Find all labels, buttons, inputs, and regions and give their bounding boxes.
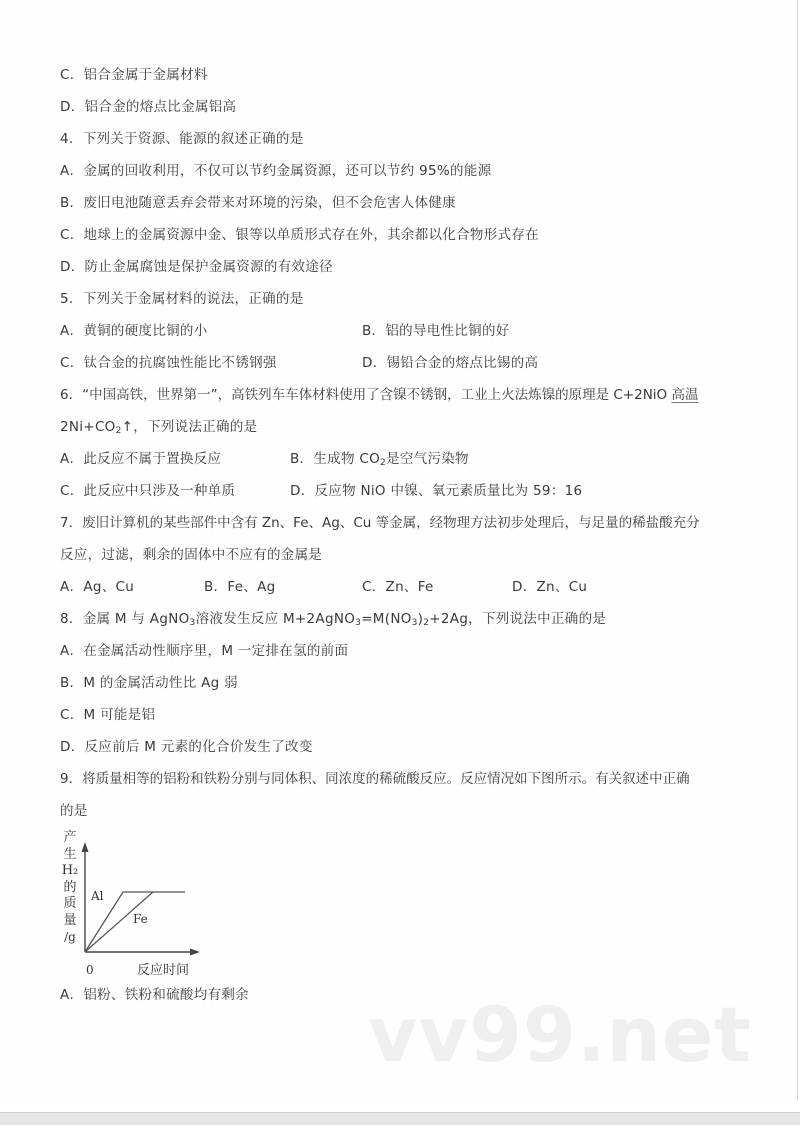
q6-stem-line2 bbox=[60, 418, 257, 436]
q4-stem: 4．下列关于资源、能源的叙述正确的是 bbox=[60, 131, 304, 147]
q4-option-d: D．防止金属腐蚀是保护金属资源的有效途径 bbox=[60, 259, 333, 275]
q8-stem-part: 8．金属 M 与 AgNO bbox=[60, 611, 190, 627]
y-label-char: 量 bbox=[63, 912, 77, 928]
q6-option-d: D．反应物 NiO 中镍、氧元素质量比为 59：16 bbox=[290, 483, 583, 499]
q7-option-b: B．Fe、Ag bbox=[204, 579, 276, 595]
q5-option-d: D．锡铅合金的熔点比锡的高 bbox=[362, 355, 539, 371]
q8-subscript: 3 bbox=[411, 618, 418, 628]
q6-reaction-condition: 高温 bbox=[671, 387, 699, 403]
q8-option-c: C．M 可能是铝 bbox=[60, 707, 156, 723]
h2-mass-vs-time-chart bbox=[55, 828, 215, 978]
q9-stem-line2: 的是 bbox=[60, 803, 88, 819]
q9-stem-line1: 9．将质量相等的铝粉和铁粉分别与同体积、同浓度的稀硫酸反应。反应情况如下图所示。有关叙述中正确 bbox=[60, 771, 690, 787]
q7-option-a: A．Ag、Cu bbox=[60, 579, 135, 595]
site-watermark: vv99.net bbox=[368, 990, 752, 1079]
q6-stem-suffix: ↑，下列说法正确的是 bbox=[121, 419, 258, 435]
q8-stem-part: +2Ag，下列说法中正确的是 bbox=[429, 611, 607, 627]
q8-stem bbox=[60, 610, 606, 628]
page-separator bbox=[0, 1112, 800, 1126]
series-fe-label: Fe bbox=[133, 912, 148, 926]
q8-option-b: B．M 的金属活动性比 Ag 弱 bbox=[60, 675, 238, 691]
q7-stem-line2: 反应，过滤，剩余的固体中不应有的金属是 bbox=[60, 547, 323, 563]
q6-option-b-text: B．生成物 CO bbox=[290, 451, 381, 467]
q4-option-b: B．废旧电池随意丢弃会带来对环境的污染，但不会危害人体健康 bbox=[60, 195, 456, 211]
y-label-char: 生 bbox=[63, 846, 77, 862]
q5-stem: 5．下列关于金属材料的说法，正确的是 bbox=[60, 291, 304, 307]
q8-stem-part: =M(NO bbox=[361, 611, 412, 627]
chart-plot-area bbox=[55, 828, 215, 978]
y-axis-arrow-icon bbox=[82, 842, 89, 852]
q6-option-b bbox=[290, 450, 469, 468]
q6-formula: 2Ni+CO bbox=[60, 419, 116, 435]
q8-stem-part: ) bbox=[417, 611, 424, 627]
y-label-char: 的 bbox=[63, 879, 77, 895]
q4-option-c: C．地球上的金属资源中金、银等以单质形式存在外，其余都以化合物形式存在 bbox=[60, 227, 539, 243]
q8-stem-part: 溶液发生反应 M+2AgNO bbox=[195, 611, 356, 627]
q6-option-b-suffix: 是空气污染物 bbox=[386, 451, 469, 467]
y-label-char: H₂ bbox=[61, 863, 79, 878]
q8-subscript: 3 bbox=[189, 618, 196, 628]
q7-option-c: C．Zn、Fe bbox=[362, 579, 434, 595]
q8-subscript: 3 bbox=[355, 618, 362, 628]
q7-stem-line1: 7．废旧计算机的某些部件中含有 Zn、Fe、Ag、Cu 等金属，经物理方法初步处理后，与足量的稀盐酸充分 bbox=[60, 515, 700, 531]
q5-option-a: A．黄铜的硬度比铜的小 bbox=[60, 323, 208, 339]
x-axis-arrow-icon bbox=[190, 949, 200, 956]
q4-option-a: A．金属的回收利用，不仅可以节约金属资源，还可以节约 95%的能源 bbox=[60, 163, 492, 179]
q7-option-d: D．Zn、Cu bbox=[512, 579, 588, 595]
q8-option-d: D．反应前后 M 元素的化合价发生了改变 bbox=[60, 739, 313, 755]
q6-stem-line1 bbox=[60, 386, 698, 404]
y-label-char: /g bbox=[64, 930, 76, 944]
series-al-label: Al bbox=[91, 889, 104, 903]
y-label-char: 产 bbox=[63, 830, 77, 845]
q3-option-d: D．铝合金的熔点比金属铝高 bbox=[60, 99, 237, 115]
q3-option-c: C．铝合金属于金属材料 bbox=[60, 67, 208, 83]
q5-option-b: B．铝的导电性比铜的好 bbox=[362, 323, 510, 339]
origin-label: 0 bbox=[86, 963, 94, 977]
q6-stem-text: 6．“中国高铁，世界第一”，高铁列车车体材料使用了含镍不锈钢，工业上火法炼镍的原理是 C+2NiO bbox=[60, 387, 672, 403]
q6-subscript: 2 bbox=[115, 426, 122, 436]
next-page-top bbox=[0, 1125, 800, 1137]
q8-subscript: 2 bbox=[423, 618, 430, 628]
x-axis-label: 反应时间 bbox=[137, 963, 190, 978]
q5-option-c: C．钛合金的抗腐蚀性能比不锈钢强 bbox=[60, 355, 277, 371]
q6-option-a: A．此反应不属于置换反应 bbox=[60, 451, 222, 467]
q6-option-c: C．此反应中只涉及一种单质 bbox=[60, 483, 236, 499]
q9-option-a: A．铝粉、铁粉和硫酸均有剩余 bbox=[60, 987, 249, 1003]
q6-option-b-subscript: 2 bbox=[380, 458, 387, 468]
q8-option-a: A．在金属活动性顺序里，M 一定排在氢的前面 bbox=[60, 643, 349, 659]
y-label-char: 质 bbox=[63, 896, 77, 911]
